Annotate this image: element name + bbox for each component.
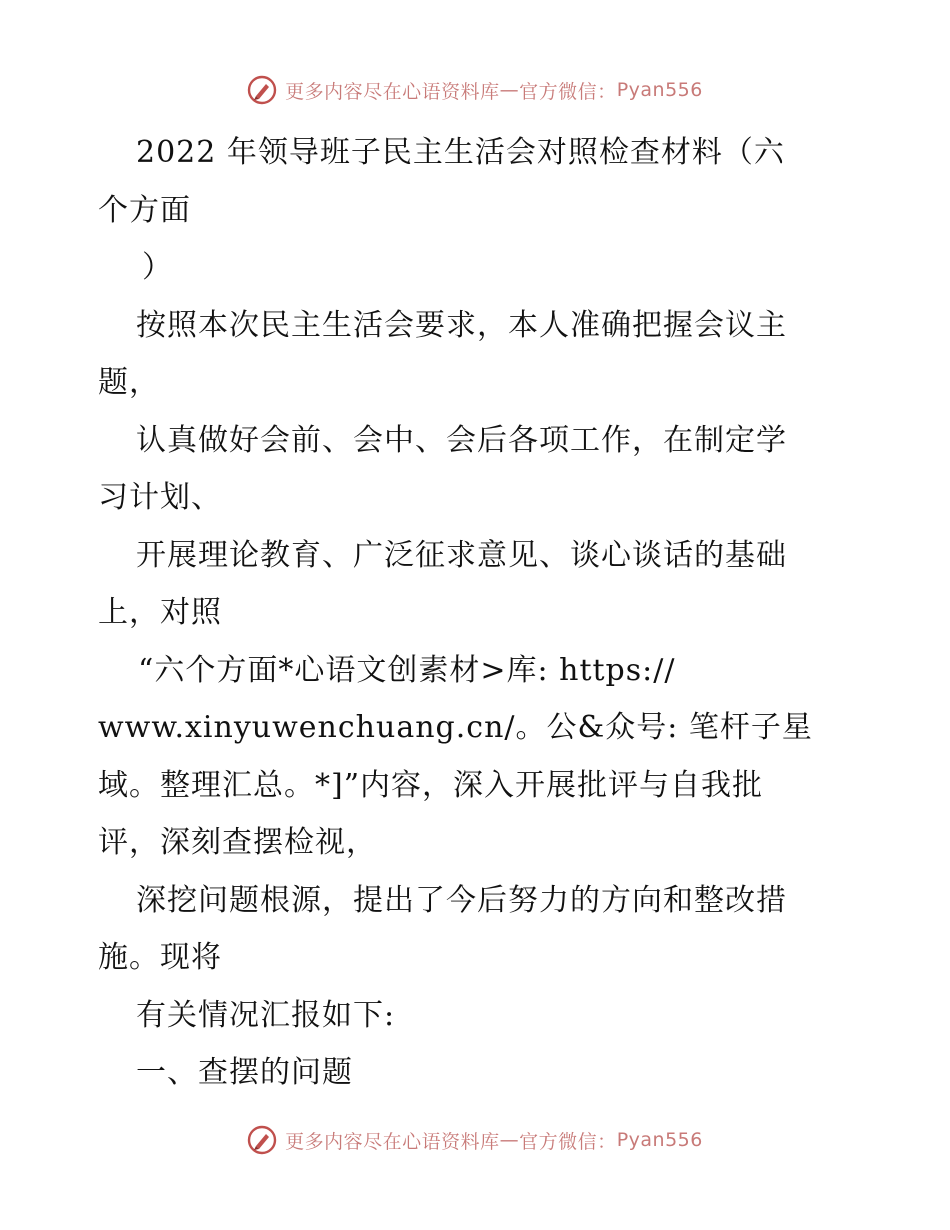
paragraph-line: 施。现将 (98, 940, 222, 975)
doc-title-line-1: 2022 年领导班子民主生活会对照检查材料（六 (136, 135, 785, 170)
paragraph-line: 开展理论教育、广泛征求意见、谈心谈话的基础 (136, 537, 787, 573)
paragraph-line: 评，深刻查摆检视， (98, 825, 377, 860)
paragraph-line: 深挖问题根源，提出了今后努力的方向和整改措 (136, 882, 787, 918)
doc-title-line-2: 个方面 (98, 192, 191, 228)
section-heading: 一、查摆的问题 (136, 1055, 353, 1090)
document-body (98, 124, 858, 1102)
paragraph-line: 有关情况汇报如下: (136, 997, 396, 1033)
paragraph-line: “六个方面*心语文创素材>库: https:// (138, 652, 676, 688)
paragraph-line: 域。整理汇总。*]”内容，深入开展批评与自我批 (98, 767, 764, 803)
pen-seal-icon (247, 1125, 277, 1155)
footer-wechat-id: Pyan556 (616, 1129, 703, 1151)
paragraph-line: 上，对照 (98, 595, 222, 630)
paragraph-line: 认真做好会前、会中、会后各项工作，在制定学 (136, 422, 787, 458)
header-separator: — (499, 79, 520, 101)
footer-banner (0, 1120, 950, 1160)
paragraph-line: 题， (98, 365, 160, 400)
header-banner (0, 70, 950, 110)
header-wechat-label: 官方微信： (519, 80, 617, 103)
footer-brand-text: 更多内容尽在心语资料库 (285, 1130, 500, 1153)
doc-title-line-3: ） (142, 250, 173, 285)
header-wechat-id: Pyan556 (616, 79, 703, 101)
paragraph-line: www.xinyuwenchuang.cn/。公&众号: 笔杆子星 (98, 710, 813, 745)
paragraph-line: 按照本次民主生活会要求，本人准确把握会议主 (136, 307, 787, 343)
footer-separator: — (499, 1129, 520, 1151)
header-brand-text: 更多内容尽在心语资料库 (285, 80, 500, 103)
paragraph-line: 习计划、 (98, 480, 222, 515)
pen-seal-icon (247, 75, 277, 105)
footer-wechat-label: 官方微信： (519, 1130, 617, 1153)
